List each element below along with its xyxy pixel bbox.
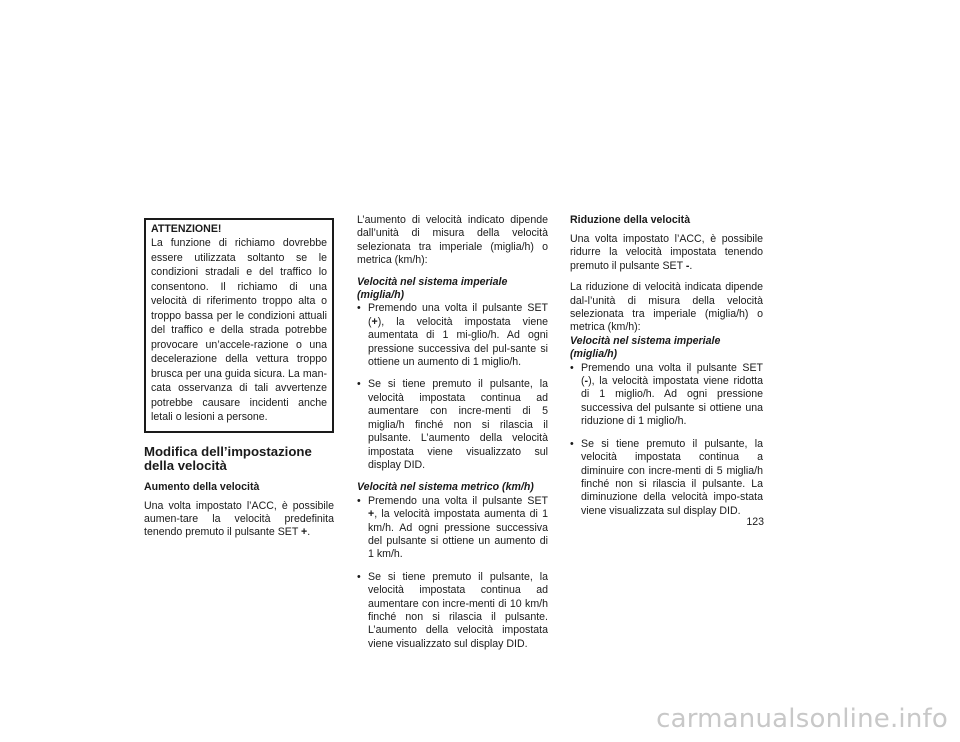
list-item — [570, 438, 763, 518]
decrease-imperial-list — [570, 362, 763, 518]
bullet-text: Se si tiene premuto il pulsante, la velocità impostata continua a diminuire con incre-menti di 5 miglia/h finché non si rilascia il pulsante. La diminuzione della velocità impo-stata viene visualizzata sul display DID. — [581, 437, 763, 517]
warning-box — [144, 218, 334, 433]
decrease-intro-end: . — [689, 259, 693, 272]
bullet-text: Premendo una volta il pulsante SET ( — [368, 302, 548, 328]
bullet-text: ), la velocità impostata viene ridotta di 1 miglio/h. Ad ogni pressione successiva del pulsante si ottiene una riduzione di 1 miglio/h. — [581, 375, 763, 428]
decrease-intro — [570, 233, 763, 273]
bullet-icon: • — [357, 302, 361, 315]
column-left — [144, 218, 334, 540]
decrease-imperial-heading: Velocità nel sistema imperiale (miglia/h) — [570, 334, 721, 361]
increase-heading: Aumento della velocità — [144, 480, 260, 493]
bullet-text: Se si tiene premuto il pulsante, la velocità impostata continua ad aumentare con incre-menti di 10 km/h finché non si rilascia il pulsante. L’aumento della velocità impostata viene visualizzato sul display DID. — [368, 570, 548, 650]
bullet-icon: • — [357, 494, 361, 507]
increase-intro — [144, 500, 334, 540]
list-item — [357, 571, 548, 651]
increase-intro-end: . — [307, 526, 311, 539]
bullet-text: Premendo una volta il pulsante SET — [368, 494, 548, 507]
decrease-units-note: La riduzione di velocità indicata dipende dal-l’unità di misura della velocità selezionata tra imperiale (miglia/h) o metrica (km/h): — [570, 281, 763, 334]
set-plus-key: + — [368, 508, 375, 521]
set-plus-key: + — [371, 315, 378, 328]
increase-intro-text: Una volta impostato l’ACC, è possibile aumen-tare la velocità predefinita tenendo premuto il pulsante SET — [144, 499, 334, 539]
warning-title: ATTENZIONE! — [151, 223, 222, 235]
warning-text: La funzione di richiamo dovrebbe essere utilizzata soltanto se le condizioni stradali e del traffico lo consentono. Il richiamo di una velocità di riferimento troppo alta o troppo bassa per le condizioni attuali del traffico e della strada potrebbe provocare un’accele-razione o una decelerazione della vettura troppo brusca per una guida sicura. La man-cata osservanza di tali avvertenze potrebbe causare incidenti anche letali o lesioni a persone. — [151, 237, 327, 423]
set-plus-key: + — [301, 526, 308, 539]
decrease-heading: Riduzione della velocità — [570, 214, 691, 226]
increase-units-note: L’aumento di velocità indicato dipende dall’unità di misura della velocità selezionata tra imperiale (miglia/h) o metrica (km/h): — [357, 214, 548, 267]
watermark: carmanualsonline.info — [656, 704, 948, 734]
set-minus-key: - — [584, 375, 589, 388]
column-middle — [357, 214, 548, 660]
increase-metric-list — [357, 495, 548, 651]
list-item — [570, 362, 763, 429]
bullet-text: ), la velocità impostata viene aumentata di 1 mi-glio/h. Ad ogni pressione successiva del pul-sante si ottiene un aumento di 1 miglio/h. — [368, 315, 548, 369]
bullet-icon: • — [570, 437, 574, 450]
increase-imperial-heading: Velocità nel sistema imperiale (miglia/h) — [357, 275, 508, 302]
list-item — [357, 302, 548, 369]
bullet-icon: • — [570, 361, 574, 374]
column-right — [570, 214, 763, 527]
set-minus-key: - — [685, 259, 690, 272]
increase-imperial-list — [357, 302, 548, 472]
bullet-text: , la velocità impostata aumenta di 1 km/h. Ad ogni pressione successiva del pulsante si ottiene un aumento di 1 km/h. — [368, 508, 548, 561]
list-item — [357, 495, 548, 562]
decrease-intro-text: Una volta impostato l’ACC, è possibile ridurre la velocità impostata tenendo premuto il pulsante SET — [570, 233, 763, 272]
bullet-text: Se si tiene premuto il pulsante, la velocità impostata continua ad aumentare con incre-menti di 5 miglia/h finché non si rilascia il pulsante. L’aumento della velocità impostata viene visualizzato sul display DID. — [368, 378, 548, 471]
list-item — [357, 378, 548, 472]
bullet-icon: • — [357, 378, 361, 391]
bullet-text: Premendo una volta il pulsante SET ( — [581, 361, 763, 388]
increase-metric-heading: Velocità nel sistema metrico (km/h) — [357, 481, 534, 494]
page-number: 123 — [746, 516, 764, 528]
section-title: Modifica dell’impostazione della velocità — [144, 443, 312, 473]
bullet-icon: • — [357, 570, 361, 583]
